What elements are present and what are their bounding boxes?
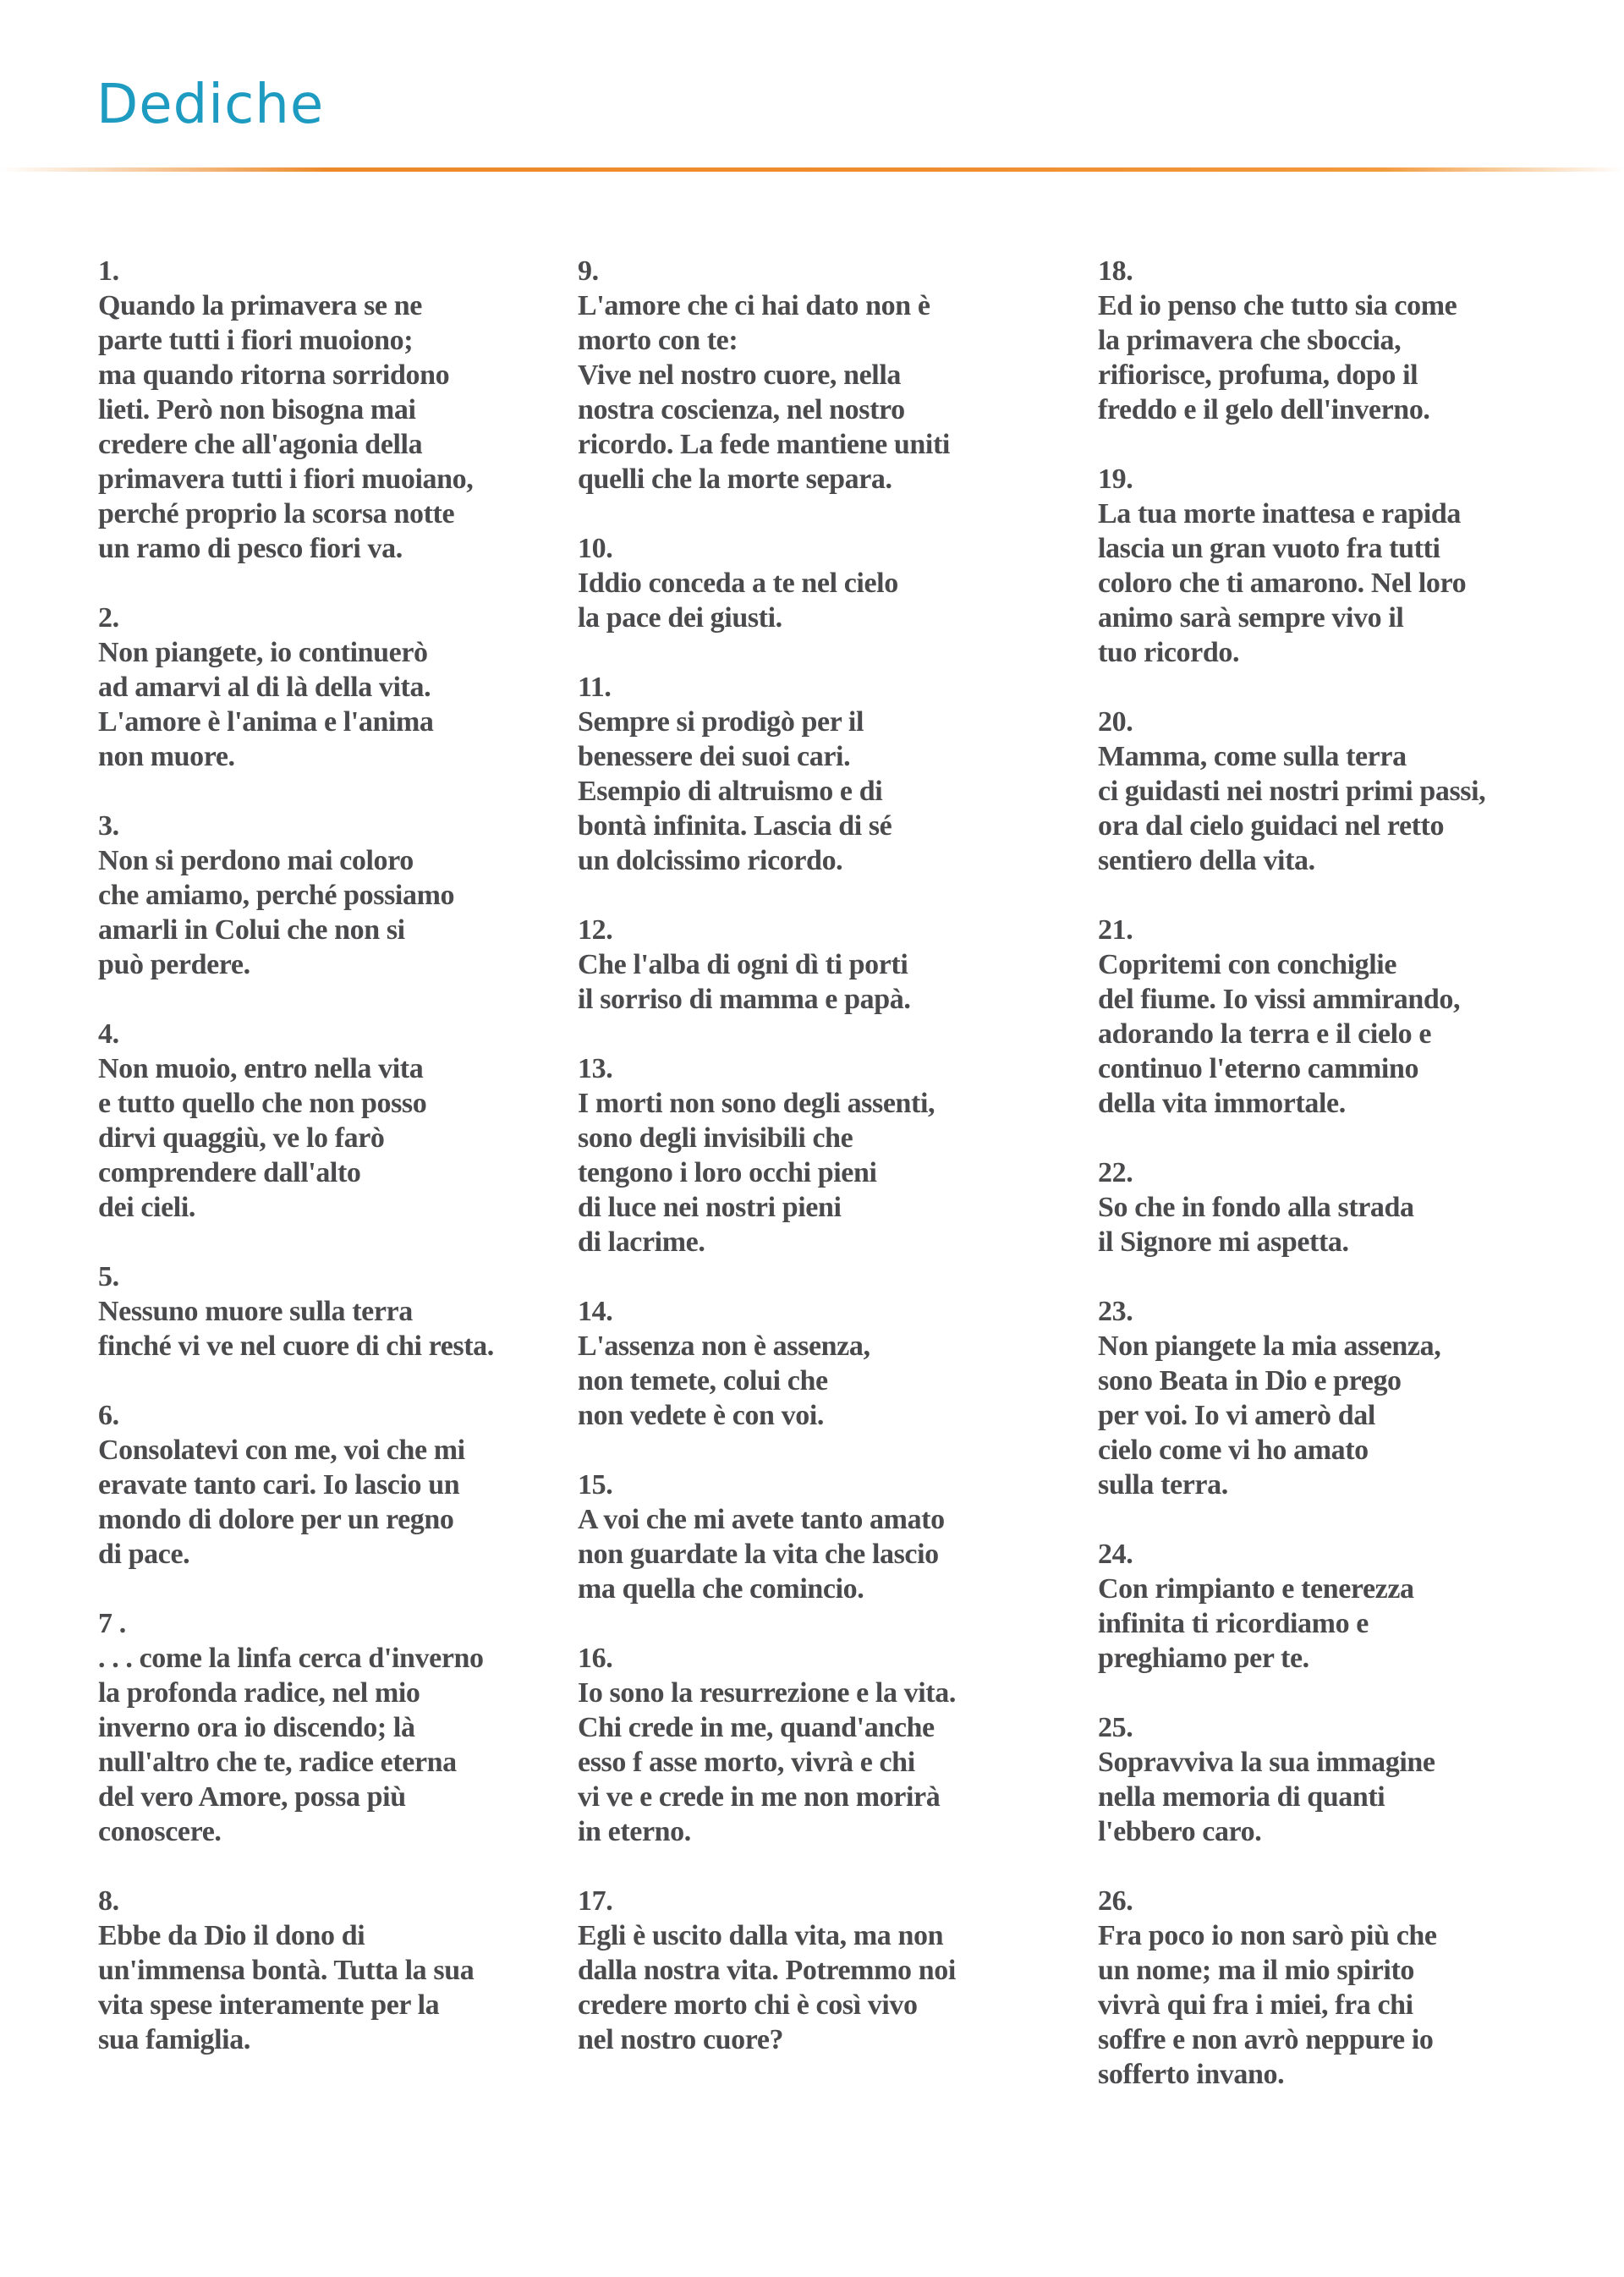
dedication-text-line: L'amore è l'anima e l'anima	[98, 706, 434, 738]
dedication-text-line: l'ebbero caro.	[1098, 1816, 1262, 1847]
dedication-text-line: esso f asse morto, vivrà e chi	[578, 1747, 915, 1778]
dedication-text-line: in eterno.	[578, 1816, 691, 1847]
dedication-entry	[578, 1884, 1051, 2057]
title-divider	[0, 167, 1624, 172]
dedication-text-line: Mamma, come sulla terra	[1098, 741, 1407, 772]
dedication-text-line: la primavera che sboccia,	[1098, 325, 1402, 356]
dedication-text-line: Nessuno muore sulla terra	[98, 1296, 413, 1327]
dedication-entry	[98, 1017, 572, 1225]
dedication-number: 25.	[1098, 1712, 1133, 1743]
dedication-text-line: del vero Amore, possa più	[98, 1781, 406, 1813]
dedication-text-line: vi ve e crede in me non morirà	[578, 1781, 941, 1813]
dedication-text-line: adorando la terra e il cielo e	[1098, 1018, 1432, 1050]
dedication-text-line: ci guidasti nei nostri primi passi,	[1098, 776, 1486, 807]
dedication-number: 13.	[578, 1053, 613, 1084]
dedication-text-line: credere morto chi è così vivo	[578, 1989, 918, 2021]
dedication-text-line: il sorriso di mamma e papà.	[578, 984, 911, 1015]
dedication-text-line: nostra coscienza, nel nostro	[578, 394, 905, 425]
dedication-text-line: conoscere.	[98, 1816, 222, 1847]
dedication-text-line: non vedete è con voi.	[578, 1400, 824, 1431]
dedication-entry	[98, 1884, 572, 2057]
dedication-text-line: la pace dei giusti.	[578, 602, 782, 634]
dedication-number: 6.	[98, 1400, 119, 1431]
dedication-text-line: nel nostro cuore?	[578, 2024, 784, 2055]
dedication-entry	[578, 1051, 1051, 1259]
dedication-text-line: Chi crede in me, quand'anche	[578, 1712, 935, 1743]
dedication-text-line: Esempio di altruismo e di	[578, 776, 883, 807]
dedication-text-line: sono Beata in Dio e prego	[1098, 1365, 1402, 1396]
dedication-text-line: preghiamo per te.	[1098, 1643, 1309, 1674]
dedication-number: 16.	[578, 1643, 613, 1674]
dedication-entry	[578, 531, 1051, 635]
dedication-entry	[578, 254, 1051, 497]
dedication-text-line: un dolcissimo ricordo.	[578, 845, 843, 876]
dedication-text-line: lieti. Però non bisogna mai	[98, 394, 416, 425]
dedication-text-line: del fiume. Io vissi ammirando,	[1098, 984, 1461, 1015]
dedication-number: 1.	[98, 255, 119, 287]
dedication-entry	[1098, 1710, 1572, 1849]
dedication-text-line: mondo di dolore per un regno	[98, 1504, 454, 1535]
dedication-text-line: e tutto quello che non posso	[98, 1088, 427, 1119]
dedication-text-line: la profonda radice, nel mio	[98, 1677, 420, 1709]
dedication-text-line: Quando la primavera se ne	[98, 290, 422, 321]
dedication-entry	[578, 1468, 1051, 1606]
dedication-entry	[98, 1398, 572, 1572]
dedication-entry	[98, 1606, 572, 1849]
dedication-text-line: amarli in Colui che non si	[98, 914, 405, 946]
dedication-number: 19.	[1098, 464, 1133, 495]
dedication-text-line: dei cieli.	[98, 1192, 195, 1223]
dedication-text-line: parte tutti i fiori muoiono;	[98, 325, 414, 356]
dedication-text-line: rifiorisce, profuma, dopo il	[1098, 359, 1418, 391]
dedication-entry	[578, 1294, 1051, 1433]
dedication-number: 22.	[1098, 1157, 1133, 1188]
dedication-text-line: benessere dei suoi cari.	[578, 741, 851, 772]
dedication-text-line: dirvi quaggiù, ve lo farò	[98, 1122, 385, 1154]
dedication-entry	[578, 913, 1051, 1017]
page-title: Dediche	[96, 74, 325, 136]
dedication-text-line: La tua morte inattesa e rapida	[1098, 498, 1462, 529]
dedication-text-line: finché vi ve nel cuore di chi resta.	[98, 1331, 494, 1362]
dedication-entry	[1098, 913, 1572, 1121]
dedication-text-line: ad amarvi al di là della vita.	[98, 672, 431, 703]
dedication-text-line: un'immensa bontà. Tutta la sua	[98, 1955, 475, 1986]
dedication-entry	[98, 1259, 572, 1363]
dedication-text-line: Vive nel nostro cuore, nella	[578, 359, 901, 391]
dedication-entry	[1098, 1155, 1572, 1259]
dedication-number: 18.	[1098, 255, 1133, 287]
dedication-text-line: primavera tutti i fiori muoiano,	[98, 464, 474, 495]
dedication-text-line: Ed io penso che tutto sia come	[1098, 290, 1457, 321]
dedication-text-line: Consolatevi con me, voi che mi	[98, 1435, 465, 1466]
dedication-text-line: Fra poco io non sarò più che	[1098, 1920, 1437, 1951]
dedication-number: 23.	[1098, 1296, 1133, 1327]
dedication-text-line: Con rimpianto e tenerezza	[1098, 1573, 1414, 1605]
dedication-number: 3.	[98, 810, 119, 842]
dedication-text-line: Sempre si prodigò per il	[578, 706, 864, 738]
dedication-text-line: può perdere.	[98, 949, 250, 980]
dedication-text-line: Ebbe da Dio il dono di	[98, 1920, 365, 1951]
dedication-text-line: ma quando ritorna sorridono	[98, 359, 450, 391]
dedication-text-line: soffre e non avrò neppure io	[1098, 2024, 1434, 2055]
dedication-text-line: non temete, colui che	[578, 1365, 828, 1396]
dedication-text-line: di luce nei nostri pieni	[578, 1192, 842, 1223]
dedication-number: 21.	[1098, 914, 1133, 946]
dedication-text-line: nella memoria di quanti	[1098, 1781, 1385, 1813]
dedication-entry	[98, 601, 572, 774]
dedication-entry	[98, 254, 572, 566]
dedication-number: 7 .	[98, 1608, 126, 1639]
dedication-text-line: dalla nostra vita. Potremmo noi	[578, 1955, 956, 1986]
column-3	[1098, 254, 1572, 2126]
dedication-text-line: lascia un gran vuoto fra tutti	[1098, 533, 1440, 564]
column-2	[578, 254, 1051, 2092]
dedication-text-line: per voi. Io vi amerò dal	[1098, 1400, 1375, 1431]
dedication-text-line: . . . come la linfa cerca d'inverno	[98, 1643, 484, 1674]
dedication-entry	[1098, 1537, 1572, 1676]
dedication-text-line: un ramo di pesco fiori va.	[98, 533, 403, 564]
column-1	[98, 254, 572, 2092]
dedication-number: 11.	[578, 672, 612, 703]
dedication-entry	[1098, 254, 1572, 427]
dedication-text-line: un nome; ma il mio spirito	[1098, 1955, 1414, 1986]
dedication-number: 15.	[578, 1469, 613, 1501]
dedication-text-line: Non si perdono mai coloro	[98, 845, 414, 876]
dedication-text-line: Egli è uscito dalla vita, ma non	[578, 1920, 944, 1951]
dedication-number: 26.	[1098, 1885, 1133, 1917]
dedication-text-line: coloro che ti amarono. Nel loro	[1098, 568, 1467, 599]
dedication-entry	[98, 809, 572, 982]
dedication-text-line: animo sarà sempre vivo il	[1098, 602, 1404, 634]
dedication-text-line: sua famiglia.	[98, 2024, 250, 2055]
dedication-text-line: bontà infinita. Lascia di sé	[578, 810, 892, 842]
dedication-number: 12.	[578, 914, 613, 946]
dedication-text-line: cielo come vi ho amato	[1098, 1435, 1369, 1466]
dedication-text-line: Copritemi con conchiglie	[1098, 949, 1397, 980]
dedication-number: 20.	[1098, 706, 1133, 738]
dedication-text-line: Che l'alba di ogni dì ti porti	[578, 949, 908, 980]
dedication-text-line: ora dal cielo guidaci nel retto	[1098, 810, 1445, 842]
dedication-text-line: L'amore che ci hai dato non è	[578, 290, 930, 321]
dedication-number: 9.	[578, 255, 599, 287]
dedication-text-line: vivrà qui fra i miei, fra chi	[1098, 1989, 1413, 2021]
dedication-text-line: credere che all'agonia della	[98, 429, 423, 460]
dedication-text-line: tengono i loro occhi pieni	[578, 1157, 877, 1188]
dedication-text-line: che amiamo, perché possiamo	[98, 880, 455, 911]
dedication-number: 17.	[578, 1885, 613, 1917]
dedication-text-line: ricordo. La fede mantiene uniti	[578, 429, 950, 460]
dedication-text-line: Sopravviva la sua immagine	[1098, 1747, 1435, 1778]
dedication-text-line: A voi che mi avete tanto amato	[578, 1504, 945, 1535]
dedication-entry	[1098, 462, 1572, 670]
dedication-text-line: I morti non sono degli assenti,	[578, 1088, 935, 1119]
dedication-text-line: Non piangete, io continuerò	[98, 637, 428, 668]
dedication-number: 14.	[578, 1296, 613, 1327]
dedication-text-line: So che in fondo alla strada	[1098, 1192, 1414, 1223]
dedication-text-line: comprendere dall'alto	[98, 1157, 361, 1188]
dedication-text-line: continuo l'eterno cammino	[1098, 1053, 1419, 1084]
dedication-text-line: vita spese interamente per la	[98, 1989, 440, 2021]
dedication-number: 10.	[578, 533, 613, 564]
dedication-text-line: di pace.	[98, 1539, 190, 1570]
dedication-number: 4.	[98, 1018, 119, 1050]
dedication-entry	[1098, 1294, 1572, 1502]
dedication-text-line: Non piangete la mia assenza,	[1098, 1331, 1441, 1362]
dedication-text-line: Non muoio, entro nella vita	[98, 1053, 424, 1084]
dedication-number: 24.	[1098, 1539, 1133, 1570]
dedication-text-line: sentiero della vita.	[1098, 845, 1315, 876]
dedication-text-line: di lacrime.	[578, 1226, 705, 1258]
dedication-entry	[1098, 705, 1572, 878]
dedication-entry	[578, 670, 1051, 878]
dedication-entry	[578, 1641, 1051, 1849]
dedication-number: 5.	[98, 1261, 119, 1292]
dedication-number: 8.	[98, 1885, 119, 1917]
dedication-text-line: ma quella che comincio.	[578, 1573, 864, 1605]
dedication-text-line: null'altro che te, radice eterna	[98, 1747, 457, 1778]
dedication-text-line: Io sono la resurrezione e la vita.	[578, 1677, 956, 1709]
dedication-text-line: Iddio conceda a te nel cielo	[578, 568, 898, 599]
dedication-text-line: quelli che la morte separa.	[578, 464, 892, 495]
dedication-text-line: inverno ora io discendo; là	[98, 1712, 415, 1743]
dedication-text-line: L'assenza non è assenza,	[578, 1331, 870, 1362]
dedication-text-line: non muore.	[98, 741, 235, 772]
dedication-text-line: non guardate la vita che lascio	[578, 1539, 939, 1570]
dedication-text-line: il Signore mi aspetta.	[1098, 1226, 1349, 1258]
dedication-text-line: tuo ricordo.	[1098, 637, 1240, 668]
dedication-text-line: della vita immortale.	[1098, 1088, 1346, 1119]
dedication-text-line: sulla terra.	[1098, 1469, 1228, 1501]
dedication-text-line: sofferto invano.	[1098, 2059, 1285, 2090]
dedication-text-line: sono degli invisibili che	[578, 1122, 853, 1154]
dedication-text-line: perché proprio la scorsa notte	[98, 498, 455, 529]
dedication-text-line: freddo e il gelo dell'inverno.	[1098, 394, 1430, 425]
dedication-entry	[1098, 1884, 1572, 2092]
dedication-text-line: eravate tanto cari. Io lascio un	[98, 1469, 460, 1501]
dedication-text-line: morto con te:	[578, 325, 738, 356]
dedication-number: 2.	[98, 602, 119, 634]
dedication-text-line: infinita ti ricordiamo e	[1098, 1608, 1369, 1639]
